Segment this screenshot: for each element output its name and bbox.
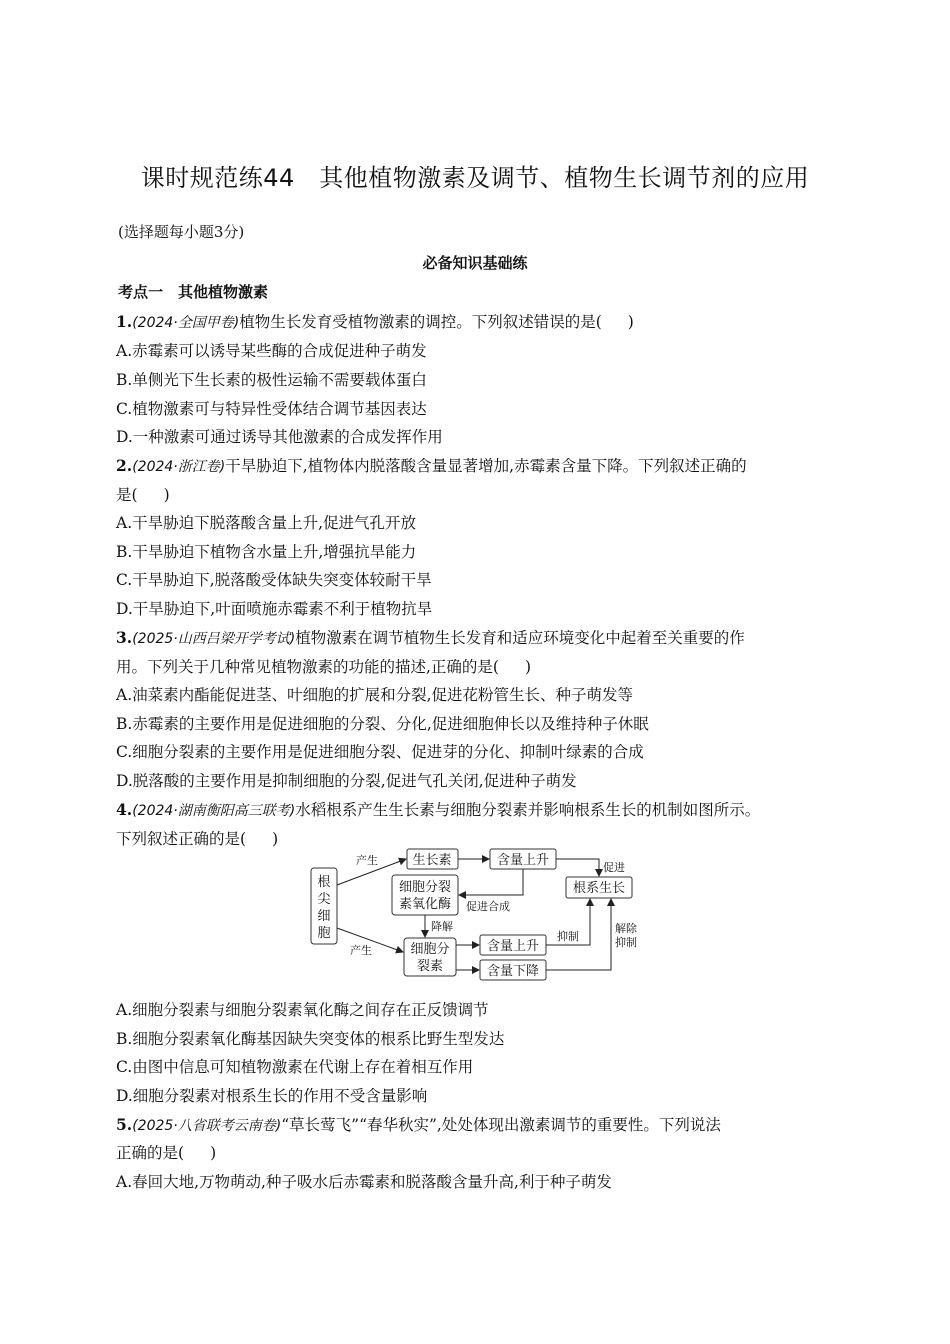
q4-stem-cont: 下列叙述正确的是( ) (116, 830, 279, 848)
q3-option-c: C.细胞分裂素的主要作用是促进细胞分裂、促进芽的分化、抑制叶绿素的合成 (116, 743, 644, 761)
q2-text: 干旱胁迫下,植物体内脱落酸含量显著增加,赤霉素含量下降。下列叙述正确的 (225, 457, 747, 475)
q3-option-b: B.赤霉素的主要作用是促进细胞的分裂、分化,促进细胞伸长以及维持种子休眠 (116, 715, 649, 733)
label-release-2: 抑制 (615, 936, 637, 949)
label-produce-bottom: 产生 (350, 944, 372, 957)
q4-stem: 4.(2024·湖南衡阳高三联考)水稻根系产生生长素与细胞分裂素并影响根系生长的机制如图所示。 (116, 800, 761, 819)
q1-text: 植物生长发育受植物激素的调控。下列叙述错误的是( (239, 313, 602, 331)
section-heading: 必备知识基础练 (422, 254, 528, 272)
label-auxin: 生长素 (412, 853, 452, 868)
q1-source: (2024·全国甲卷) (132, 315, 240, 331)
q1-option-b: B.单侧光下生长素的极性运输不需要载体蛋白 (116, 371, 427, 389)
q4-option-c: C.由图中信息可知植物激素在代谢上存在着相互作用 (116, 1058, 474, 1076)
label-promote: 促进 (603, 861, 625, 874)
label-down: 含量下降 (486, 964, 540, 979)
q4-option-a: A.细胞分裂素与细胞分裂素氧化酶之间存在正反馈调节 (116, 1001, 489, 1019)
q5-number: 5 (116, 1115, 127, 1134)
label-oxidase-2: 素氧化酶 (398, 897, 452, 912)
q2-source: (2024·浙江卷) (132, 459, 226, 475)
q5-stem: 5.(2025·八省联考云南卷)“草长莺飞”“春华秋实”,处处体现出激素调节的重要性。下列说法 (116, 1115, 721, 1134)
q4-number: 4 (116, 800, 127, 819)
label-cytokinin-2: 裂素 (416, 959, 444, 974)
topic-heading: 考点一 其他植物激素 (118, 283, 269, 301)
q2-stem-cont: 是( ) (116, 486, 170, 504)
label-cytokinin-1: 细胞分 (410, 942, 450, 957)
q1-number: 1 (116, 312, 127, 331)
q3-number: 3 (116, 628, 127, 647)
q2-option-a: A.干旱胁迫下脱落酸含量上升,促进气孔开放 (116, 514, 417, 532)
q5-option-a: A.春回大地,万物萌动,种子吸水后赤霉素和脱落酸含量升高,利于种子萌发 (116, 1173, 612, 1191)
q3-text: 植物激素在调节植物生长发育和适应环境变化中起着至关重要的作 (295, 629, 745, 647)
q1-stem: 1.(2024·全国甲卷)植物生长发育受植物激素的调控。下列叙述错误的是( ) (116, 312, 634, 331)
page-title: 课时规范练44 其他植物激素及调节、植物生长调节剂的应用 (140, 164, 810, 192)
root-cell-char-4: 胞 (317, 926, 331, 941)
q1-option-d: D.一种激素可通过诱导其他激素的合成发挥作用 (116, 428, 443, 446)
q2-number: 2 (116, 456, 127, 475)
q4-option-d: D.细胞分裂素对根系生长的作用不受含量影响 (116, 1087, 428, 1105)
root-cell-char-3: 细 (317, 909, 331, 924)
label-degrade: 降解 (431, 920, 453, 933)
arrow-promote-synthesis (459, 869, 523, 895)
label-release-1: 解除 (615, 922, 637, 935)
label-promote-synthesis: 促进合成 (466, 900, 510, 913)
root-cell-char-2: 尖 (317, 892, 331, 907)
root-cell-char-1: 根 (317, 875, 331, 890)
q5-source: (2025·八省联考云南卷) (132, 1118, 282, 1134)
q3-source: (2025·山西吕梁开学考试) (132, 631, 296, 647)
q2-stem: 2.(2024·浙江卷)干旱胁迫下,植物体内脱落酸含量显著增加,赤霉素含量下降。下列叙述正确的 (116, 456, 747, 475)
q1-option-a: A.赤霉素可以诱导某些酶的合成促进种子萌发 (116, 342, 427, 360)
score-note: (选择题每小题3分) (118, 223, 245, 241)
label-up1: 含量上升 (496, 853, 550, 868)
q3-stem: 3.(2025·山西吕梁开学考试)植物激素在调节植物生长发育和适应环境变化中起着至关重要的作 (116, 628, 745, 647)
label-root-growth: 根系生长 (572, 881, 626, 896)
q4-text: 水稻根系产生生长素与细胞分裂素并影响根系生长的机制如图所示。 (295, 801, 761, 819)
q3-option-d: D.脱落酸的主要作用是抑制细胞的分裂,促进气孔关闭,促进种子萌发 (116, 772, 577, 790)
q4-option-b: B.细胞分裂素氧化酶基因缺失突变体的根系比野生型发达 (116, 1030, 505, 1048)
arrow-up-promote (556, 859, 599, 876)
q5-stem-cont: 正确的是( ) (116, 1144, 217, 1162)
q4-source: (2024·湖南衡阳高三联考) (132, 803, 296, 819)
label-oxidase-1: 细胞分裂 (398, 880, 452, 895)
q2-option-b: B.干旱胁迫下植物含水量上升,增强抗旱能力 (116, 543, 417, 561)
label-up2: 含量上升 (486, 939, 540, 954)
q3-option-a: A.油菜素内酯能促进茎、叶细胞的扩展和分裂,促进花粉管生长、种子萌发等 (116, 686, 634, 704)
q2-option-d: D.干旱胁迫下,叶面喷施赤霉素不利于植物抗旱 (116, 600, 433, 618)
q3-stem-cont: 用。下列关于几种常见植物激素的功能的描述,正确的是( ) (116, 658, 532, 676)
q2-option-c: C.干旱胁迫下,脱落酸受体缺失突变体较耐干旱 (116, 571, 432, 589)
mechanism-diagram (300, 840, 650, 985)
label-produce-top: 产生 (356, 854, 378, 867)
label-inhibit: 抑制 (557, 930, 579, 943)
q1-option-c: C.植物激素可与特异性受体结合调节基因表达 (116, 400, 427, 418)
q5-text: “草长莺飞”“春华秋实”,处处体现出激素调节的重要性。下列说法 (281, 1116, 721, 1134)
